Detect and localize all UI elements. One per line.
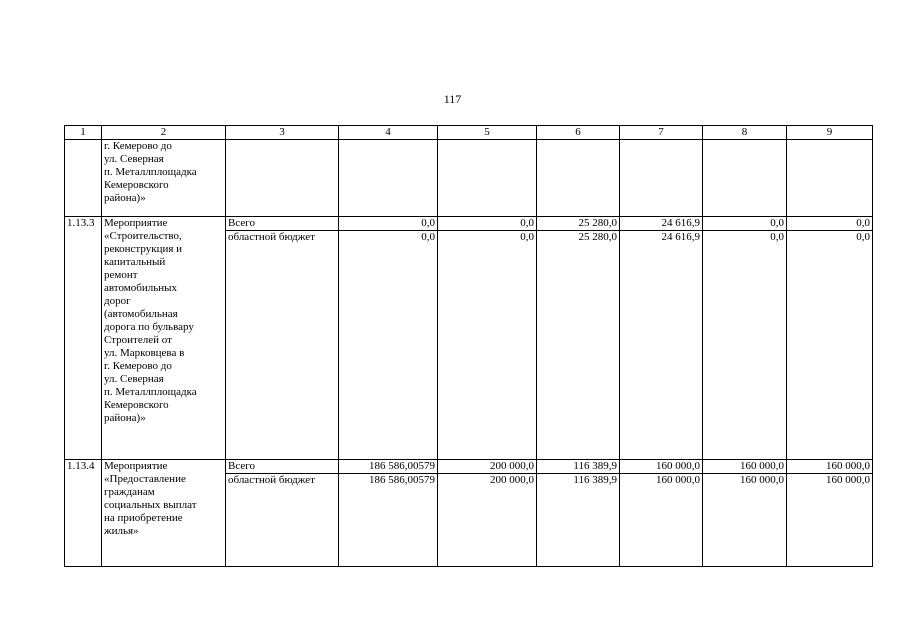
- description-line: Строителей от: [104, 334, 172, 346]
- empty-cell: [339, 140, 438, 217]
- column-number-cell: 8: [703, 126, 787, 140]
- continuation-row: [65, 140, 873, 217]
- description-line: п. Металлплощадка: [104, 166, 197, 178]
- description-line: Мероприятие: [104, 217, 168, 229]
- description-line: «Предоставление: [104, 473, 186, 485]
- amount-cell: 24 616,9: [620, 231, 703, 460]
- description-line: социальных выплат: [104, 499, 197, 511]
- column-number-row: [65, 126, 873, 140]
- amount-cell: 0,0: [703, 231, 787, 460]
- amount-cell: 160 000,0: [787, 474, 873, 567]
- empty-cell: [620, 140, 703, 217]
- column-number-cell: 5: [438, 126, 537, 140]
- description-line: «Строительство,: [104, 230, 182, 242]
- description-line: ул. Марковцева в: [104, 347, 185, 359]
- amount-cell: 160 000,0: [787, 460, 873, 474]
- description-line: на приобретение: [104, 512, 183, 524]
- measure-description: [102, 460, 226, 567]
- column-number-cell: 3: [226, 126, 339, 140]
- description-line: жилья»: [104, 525, 139, 537]
- description-line: реконструкция и: [104, 243, 183, 255]
- amount-cell: 160 000,0: [620, 474, 703, 567]
- description-line: дорога по бульвару: [104, 321, 194, 333]
- measure-description: [102, 217, 226, 460]
- amount-cell: 200 000,0: [438, 460, 537, 474]
- description-cell: [102, 140, 226, 217]
- description-line: Кемеровского: [104, 179, 169, 191]
- amount-cell: 25 280,0: [537, 231, 620, 460]
- description-line: г. Кемерово до: [104, 140, 172, 152]
- code-cell: [65, 140, 102, 217]
- description-line: ул. Северная: [104, 373, 164, 385]
- description-line: ул. Северная: [104, 153, 164, 165]
- amount-cell: 0,0: [703, 217, 787, 231]
- page-number: 117: [443, 92, 462, 106]
- column-number-cell: 7: [620, 126, 703, 140]
- budget-table: [64, 125, 873, 567]
- description-line: дорог: [104, 295, 131, 307]
- empty-cell: [787, 140, 873, 217]
- amount-cell: 160 000,0: [703, 460, 787, 474]
- description-line: (автомобильная: [104, 308, 178, 320]
- amount-cell: 0,0: [787, 217, 873, 231]
- description-line: г. Кемерово до: [104, 360, 172, 372]
- column-number-cell: 2: [102, 126, 226, 140]
- amount-cell: 116 389,9: [537, 474, 620, 567]
- empty-cell: [438, 140, 537, 217]
- empty-cell: [537, 140, 620, 217]
- funding-source: Всего: [226, 460, 339, 474]
- description-line: п. Металлплощадка: [104, 386, 197, 398]
- funding-source: Всего: [226, 217, 339, 231]
- description-line: района)»: [104, 412, 146, 424]
- measure-total-row: [65, 217, 873, 231]
- amount-cell: 200 000,0: [438, 474, 537, 567]
- column-number-cell: 6: [537, 126, 620, 140]
- empty-cell: [703, 140, 787, 217]
- funding-source: областной бюджет: [226, 474, 339, 567]
- amount-cell: 186 586,00579: [339, 474, 438, 567]
- amount-cell: 160 000,0: [703, 474, 787, 567]
- amount-cell: 0,0: [438, 217, 537, 231]
- measure-total-row: [65, 460, 873, 474]
- column-number-cell: 9: [787, 126, 873, 140]
- description-line: ремонт: [104, 269, 138, 281]
- amount-cell: 0,0: [339, 217, 438, 231]
- amount-cell: 0,0: [438, 231, 537, 460]
- amount-cell: 0,0: [339, 231, 438, 460]
- measure-code: 1.13.3: [65, 217, 102, 460]
- amount-cell: 160 000,0: [620, 460, 703, 474]
- amount-cell: 25 280,0: [537, 217, 620, 231]
- description-line: капитальный: [104, 256, 166, 268]
- column-number-cell: 4: [339, 126, 438, 140]
- description-line: автомобильных: [104, 282, 177, 294]
- description-line: Мероприятие: [104, 460, 168, 472]
- funding-source: областной бюджет: [226, 231, 339, 460]
- measure-code: 1.13.4: [65, 460, 102, 567]
- amount-cell: 24 616,9: [620, 217, 703, 231]
- amount-cell: 116 389,9: [537, 460, 620, 474]
- empty-cell: [226, 140, 339, 217]
- column-number-cell: 1: [65, 126, 102, 140]
- description-line: района)»: [104, 192, 146, 204]
- description-line: гражданам: [104, 486, 155, 498]
- description-line: Кемеровского: [104, 399, 169, 411]
- amount-cell: 0,0: [787, 231, 873, 460]
- amount-cell: 186 586,00579: [339, 460, 438, 474]
